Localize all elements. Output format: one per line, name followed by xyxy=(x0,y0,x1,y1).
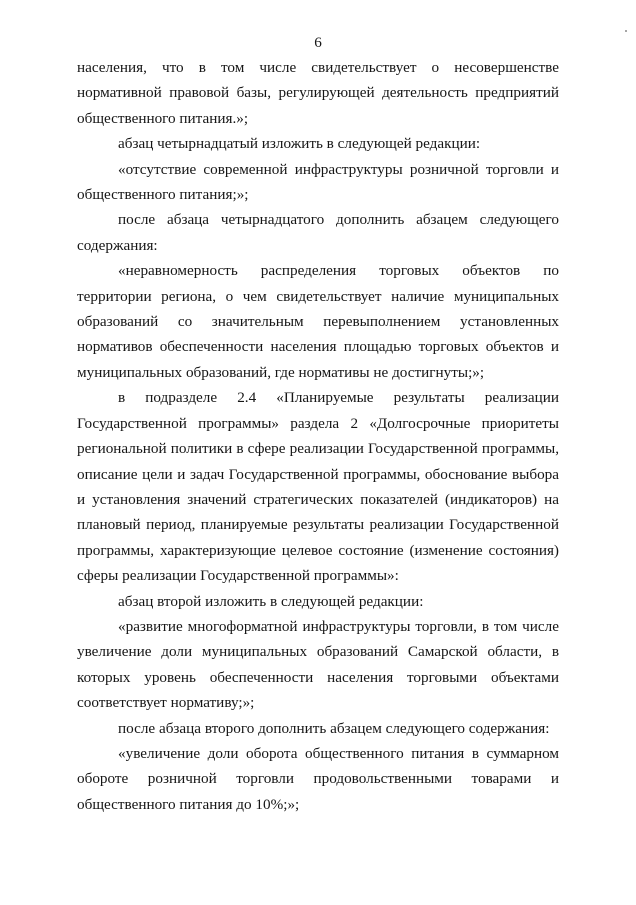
scan-speck xyxy=(625,30,627,32)
paragraph-4: после абзаца четырнадцатого дополнить абзацем следующего содержания: xyxy=(77,211,559,254)
paragraph-8: «развитие многоформатной инфраструктуры торговли, в том числе увеличение доли муниципальных образований Самарской области, в которых уровень обеспеченности населения торговыми объектами соответствует нормативу;»; xyxy=(77,617,559,712)
paragraph-5: «неравномерность распределения торговых объектов по территории региона, о чем свидетельствует наличие муниципальных образований со значительным перевыполнением установленных нормативов обеспеченности населения площадью торговых объектов и муниципальных образований, где нормативы не достигнуты;»; xyxy=(77,262,559,381)
paragraph-10: «увеличение доли оборота общественного питания в суммарном обороте розничной торговли продовольственными товарами и общественного питания до 10%;»; xyxy=(77,744,559,813)
paragraph-6: в подразделе 2.4 «Планируемые результаты реализации Государственной программы» раздела 2 «Долгосрочные приоритеты региональной политики в сфере реализации Государственной программы, описание цели и задач Государственной программы, обоснование выбора и установления значений стратегических показателей (индикаторов) на плановый период, планируемые результаты реализации Государственной программы, характеризующие целевое состояние (изменение состояния) сферы реализации Государственной программы»: xyxy=(77,389,559,585)
paragraph-2: абзац четырнадцатый изложить в следующей редакции: xyxy=(118,135,481,153)
paragraph-9: после абзаца второго дополнить абзацем следующего содержания: xyxy=(118,719,550,737)
paragraph-3: «отсутствие современной инфраструктуры розничной торговли и общественного питания;»; xyxy=(77,160,559,204)
paragraph-7: абзац второй изложить в следующей редакции: xyxy=(118,592,424,610)
document-body xyxy=(77,55,559,817)
paragraph-1: населения, что в том числе свидетельствует о несовершенстве нормативной правовой базы, регулирующей деятельность предприятий общественного питания.»; xyxy=(77,59,559,127)
page-number: 6 xyxy=(314,34,322,51)
